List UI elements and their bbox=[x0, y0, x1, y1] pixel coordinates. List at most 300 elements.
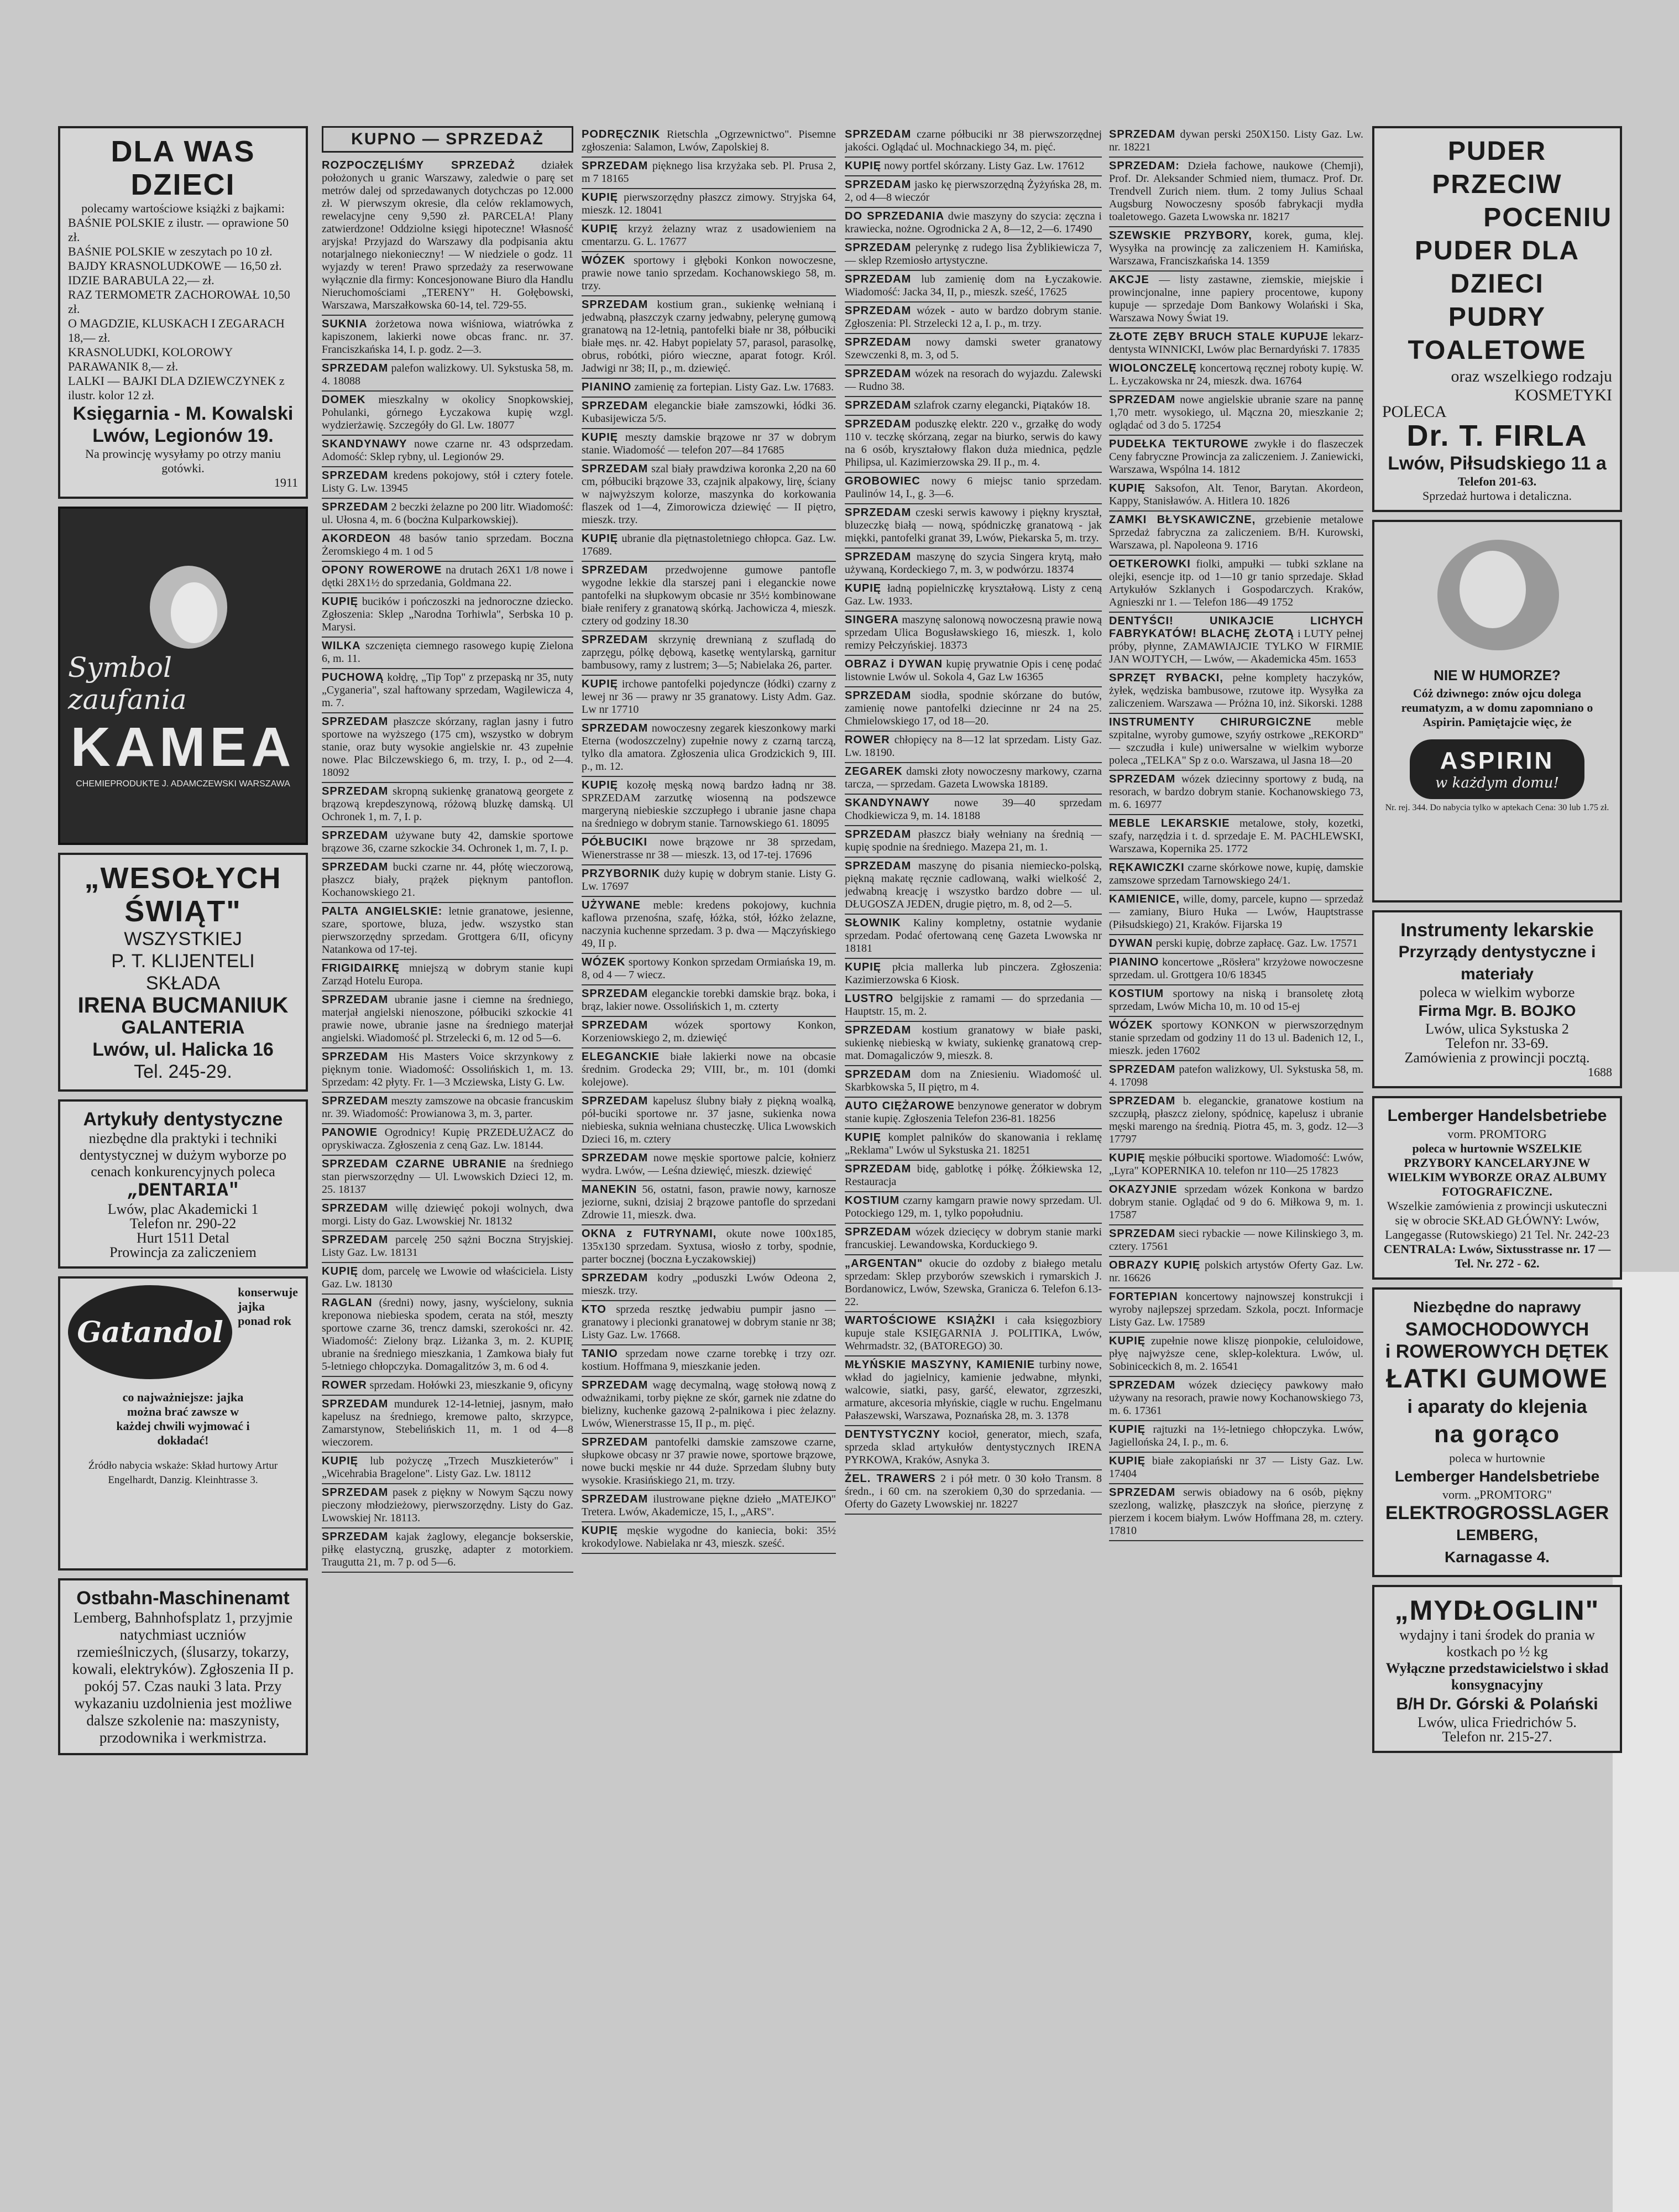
classified-ad-heading: SPRZEDAM bbox=[845, 399, 912, 411]
classified-ad-text: sprzedam. Hołówki 23, mieszkanie 9, oficyny bbox=[369, 1379, 573, 1391]
classified-ad-heading: UŻYWANE bbox=[582, 899, 641, 911]
classified-column-4 bbox=[1109, 126, 1363, 1541]
classified-ad bbox=[582, 834, 836, 865]
ad-list bbox=[582, 126, 836, 1554]
classified-ad-heading: SUKNIA bbox=[322, 318, 368, 330]
classified-ad-heading: KUPIĘ bbox=[322, 1455, 359, 1467]
classified-ad-heading: OETKEROWKI bbox=[1109, 558, 1191, 570]
ad-line: WSZYSTKIEJ bbox=[124, 928, 242, 950]
classified-ad-text: na średniego stan pierwszorzędny — Ul. Lwowskich Dzieci 12, m. 25. 18137 bbox=[322, 1158, 573, 1196]
ad-title: DLA WAS DZIECI bbox=[111, 135, 255, 201]
ad-brand: Gatandol bbox=[68, 1285, 232, 1379]
woman-portrait-icon bbox=[111, 563, 255, 651]
classified-ad-text: koncertowy najnowszej konstrukcji i wyroby najlepszej sprzedam. Szkola, poczt. Informacje Listy Gaz. Lw. 17589 bbox=[1109, 1291, 1363, 1328]
classified-ad-heading: DYWAN bbox=[1109, 937, 1153, 950]
ad-line: Prowincja za zaliczeniem bbox=[109, 1244, 257, 1260]
classified-ad bbox=[1109, 480, 1363, 512]
right-ad-column bbox=[1372, 126, 1622, 1761]
classified-ad bbox=[1109, 1225, 1363, 1257]
classified-ad bbox=[845, 504, 1102, 549]
classified-ad-text: duży kupię w dobrym stanie. Listy G. Lw. 17697 bbox=[582, 868, 836, 893]
classified-ad-text: wille, domy, parcele, kupno — sprzedaż — zamiany, Biuro Huka — Lwów, Hauptstrasse (Piłsudskiego) 21, Kraków. Fijarska 19 bbox=[1109, 893, 1363, 931]
classified-ad bbox=[582, 632, 836, 676]
classified-ad bbox=[582, 398, 836, 429]
classified-ad bbox=[845, 915, 1102, 959]
classified-ad bbox=[845, 1312, 1102, 1357]
ad-item: BAJDY KRASNOLUDKOWE — 16,50 zł. bbox=[68, 259, 282, 273]
classified-ad bbox=[322, 903, 573, 960]
classified-column-2 bbox=[582, 126, 836, 1554]
ad-phone: Telefon nr. 215-27. bbox=[1442, 1729, 1552, 1745]
classified-ad bbox=[582, 461, 836, 530]
classified-ad bbox=[845, 1224, 1102, 1255]
ad-aspirin bbox=[1372, 520, 1622, 902]
classified-ad-heading: KUPIĘ bbox=[322, 596, 359, 608]
classified-ad-heading: SPRZEDAM bbox=[1109, 394, 1176, 406]
classified-ad-text: siodła, spodnie skórzane do butów, zamienię nowe pantofelki dziecinne nr 24 na 25. Chmielowskiego 17, od 18—20. bbox=[845, 690, 1102, 727]
classified-ad-text: pantofelki damskie zamszowe czarne, słupkowe obcasy nr 37 prawie nowe, sportowe brązowe, nowe bucki męskie nr 44 duże. Sprzedam ślubny buty wysokie. Krasińskiego 21, m. trzy. bbox=[582, 1436, 836, 1486]
ad-bojko bbox=[1372, 910, 1622, 1088]
classified-ad-heading: WÓZEK bbox=[582, 254, 626, 267]
classified-ad bbox=[1109, 436, 1363, 480]
classified-ad bbox=[582, 777, 836, 834]
ad-subtitle: polecamy wartościowe książki z bajkami: bbox=[81, 201, 285, 215]
classified-ad-heading: SPRZEDAM bbox=[845, 336, 912, 348]
ad-address: Lwów, ul. Halicka 16 bbox=[92, 1039, 274, 1060]
classified-ad-text: mniejszą w dobrym stanie kupi Zarząd Hotelu Europa. bbox=[322, 962, 573, 987]
ad-line: SAMOCHODOWYCH bbox=[1405, 1319, 1589, 1340]
classified-ad-heading: OKAZYJNIE bbox=[1109, 1183, 1178, 1196]
classified-ad-text: kostium gran., sukienkę wełnianą i jedwabną, płaszczyk czarny jedwabny, pelerynę gumową granatową na 12-letnią, pantofelki białe nr 38, półbuciki białe męs. nr. 42. Habyt popielaty 57, parasol, parasolkę, obrus, robótki, pióro wieczne, aparat fotogr. Król. Jadwigi nr 38; II, p., m. dziewięć. bbox=[582, 299, 836, 374]
ad-subtitle: vorm. PROMTORG bbox=[1447, 1127, 1547, 1141]
classified-ad-text: pierwszorzędny płaszcz zimowy. Stryjska 64, mieszk. 12. 18041 bbox=[582, 191, 836, 216]
classified-ad bbox=[1109, 613, 1363, 670]
classified-ad-heading: KUPIĘ bbox=[582, 533, 619, 545]
classified-ad bbox=[1109, 158, 1363, 227]
classified-ad bbox=[322, 992, 573, 1048]
classified-ad-heading: MANEKIN bbox=[582, 1183, 637, 1196]
classified-ad bbox=[582, 1017, 836, 1048]
classified-ad-text: serwis obiadowy na 6 osób, piękny szezlong, walizkę, płaszczyk na słońce, pierzynę z pierzem i kocem białym. Lwów Hoffmana 28, m. cztery. 17810 bbox=[1109, 1486, 1363, 1537]
classified-ad bbox=[582, 1270, 836, 1301]
ad-name: „DENTARIA" bbox=[126, 1181, 240, 1202]
classified-ad-text: nowy damski sweter granatowy Szewczenki 8, m. 3, od 5. bbox=[845, 336, 1102, 361]
classified-ad-text: belgijskie z ramami — do sprzedania — Hauptstr. 15, m. 2. bbox=[845, 993, 1102, 1018]
classified-ad-heading: SŁOWNIK bbox=[845, 917, 901, 929]
classified-ad bbox=[322, 392, 573, 436]
ad-subtitle: CHEMIEPRODUKTE J. ADAMCZEWSKI WARSZAWA bbox=[76, 779, 290, 789]
ad-line: Karnagasse 4. bbox=[1445, 1548, 1550, 1566]
classified-ad bbox=[1109, 1421, 1363, 1453]
ad-brand: KAMEA bbox=[70, 716, 296, 778]
classified-ad-text: palefon walizkowy. Ul. Sykstuska 58, m. 4. 18088 bbox=[322, 362, 573, 387]
classified-ad-text: ilustrowane piękne dzieło „MATEJKO" Tretera. Lwów, Akademicze, 15, I., „ARS". bbox=[582, 1493, 836, 1518]
classified-ad-text: działek położonych u granic Warszawy, zaledwie o parę set metrów dalej od sprzedawanych dotychczas po 12.000 zł. W pierwszym okresie, dla celów reklamowych, rewelacyjne ceny 9,590 zł. PARCELA! Plany zatwierdzone! Oddziolne księgi hipoteczne! Własność aryjska! Przyjazd do Warszawy dla podpisania aktu notarjalnego niekonieczny! — W niedziele o godz. 11 wyjazdy w teren! Prawo sprzedaży za reserwowane wyłącznie dla firmy: Koncesjonowane Biuro dla Handlu Nieruchomościami „TERENY" H. Gołębowski, Warszawa, Marszałkowska 60-14, tel. 729-55. bbox=[322, 159, 573, 311]
classified-ad bbox=[322, 360, 573, 392]
classified-ad bbox=[582, 1181, 836, 1225]
classified-ad bbox=[845, 334, 1102, 366]
classified-ad-heading: WILKA bbox=[322, 640, 361, 652]
classified-ad-heading: SPRZEDAM bbox=[582, 564, 648, 576]
ad-line: PUDRY TOALETOWE bbox=[1408, 302, 1587, 365]
classified-ad bbox=[845, 1066, 1102, 1098]
classified-ad-heading: SPRZEDAM bbox=[322, 1531, 389, 1543]
classified-ad-text: sprzeda resztkę jedwabiu pumpir jasno — granatowy i plecionki granatowej w dobrym stanie nr 38; Listy Gaz. Lw. 17668. bbox=[582, 1303, 836, 1341]
classified-ad bbox=[322, 1048, 573, 1093]
classified-ad-text: nowe angielskie ubranie szare na pannę 1,70 metr. wysokiego, ul. Mączna 20, mieszkanie 2; oglądać od 3 do 5. 17254 bbox=[1109, 394, 1363, 431]
ad-mydloglin bbox=[1372, 1585, 1622, 1753]
classified-ad-text: przedwojenne gumowe pantofle wygodne lekkie dla starszej pani i eleganckie nowe pantofelki na słupkowym obcasie nr 35½ kombinowane białe renifery z granatową skórką. Jachowicza 4, mieszk. cztery od godziny 18.30 bbox=[582, 564, 836, 627]
classified-ad-text: 2 i pół metr. 0 30 koło Transm. 8 średn., i 60 cm. na szerokiem 0,30 do sprzedania. — Oferty do Gazety Lwowskiej nr. 18227 bbox=[845, 1473, 1102, 1510]
classified-ad-text: kocioł, generator, miech, szafa, sprzeda sklad artykułów dentystycznych IRENA PYRKOWA, Kraków, Asnyka 3. bbox=[845, 1428, 1102, 1466]
classified-ad bbox=[845, 208, 1102, 239]
classified-ad-heading: WÓZEK bbox=[1109, 1019, 1153, 1031]
classified-ad bbox=[1109, 227, 1363, 272]
section-header: KUPNO — SPRZEDAŻ bbox=[322, 126, 573, 153]
classified-ad-heading: PUDEŁKA TEKTUROWE bbox=[1109, 438, 1249, 450]
classified-ad bbox=[845, 858, 1102, 915]
classified-ad-heading: KUPIĘ bbox=[1109, 1455, 1146, 1467]
classified-ad-text: kołdrę, „Tip Top" z przepaską nr 35, nuty „Cyganeria", szal haftowany sprzedam, Wagilewicza 4, m. 7. bbox=[322, 671, 573, 709]
classified-ad bbox=[582, 1434, 836, 1491]
classified-ad-text: grzebienie metalowe Sprzedaż fabryczna za zaliczeniem. B/H. Kurowski, Warszawa, pl. Napoleona 9. 1716 bbox=[1109, 514, 1363, 551]
classified-ad-text: dom, parcelę we Lwowie od właściciela. Listy Gaz. Lw. 18130 bbox=[322, 1265, 573, 1290]
classified-ad-heading: KAMIENICE, bbox=[1109, 893, 1180, 905]
classified-ad-text: czarny kamgarn prawie nowy sprzedam. Ul. Potockiego 129, m. 1, tylko popołudniu. bbox=[845, 1194, 1102, 1219]
classified-ad-text: nowe 39—40 sprzedam Chodkiewicza 9, m. 14. 18188 bbox=[845, 797, 1102, 822]
ad-brand: ASPIRIN bbox=[1440, 747, 1555, 774]
classified-ad-text: okucie do ozdoby z białego metalu sprzedam: Sklep przyborów szewskich i rymarskich J. Bordanowicz, Lwów, Szewska, Granicza 6. Telefon 6.13-22. bbox=[845, 1258, 1102, 1308]
classified-ad-text: wagę decymalną, wagę stołową nową z odważnikami, torby piękne ze skór, garnek nie zdatne do bielizny, kuchenke gazową 2-palnikowa i piec żelazny. Lwów, Wienerstrasse 15, II p., m. pięć. bbox=[582, 1379, 836, 1430]
classified-ad-text: pełne komplety haczyków, żyłek, wędziska bambusowe, rzutowe itp. Wysyłka za zaliczeniem. Warszawa — Próżna 10, inż. Sikorski. 1288 bbox=[1109, 672, 1363, 709]
classified-ad-text: 2 beczki żelazne po 200 litr. Wiadomość: ul. Ułosna 4, m. 6 (bocżna Kulparkowskiej). bbox=[322, 501, 573, 526]
classified-ad-text: ubranie jasne i ciemne na średniego, materjał angielski nienoszone, półbuciki szkockie 41 prawie nowe, ubranie jasne na średniego materjał angielski. Wiadomość pl. Strzelecki 6, m. 12 od 5—6. bbox=[322, 994, 573, 1044]
ad-body: poleca w wielkim wyborze bbox=[1419, 984, 1575, 1000]
classified-ad-text: patefon walizkowy, Ul. Sykstuska 58, m. 4. 17098 bbox=[1109, 1063, 1363, 1088]
classified-ad-text: benzynowe generator w dobrym stanie kupię. Zgłoszenia Telefon 236-81. 18256 bbox=[845, 1100, 1102, 1125]
classified-ad-heading: SPRZEDAM bbox=[582, 634, 648, 646]
classified-ad bbox=[1109, 360, 1363, 392]
ad-line: Niezbędne do naprawy bbox=[1413, 1298, 1581, 1316]
classified-ad-text: wózek - auto w bardzo dobrym stanie. Zgłoszenia: Pl. Strzelecki 12 a, I. p., m. trzy. bbox=[845, 305, 1102, 330]
classified-ad-text: nowoczesny zegarek kieszonkowy marki Eterna (wodoszczelny) zupełnie nowy z czarną tarczą, tylko dla amatora. Zgłoszenia ulica Grodzickich 9, III. p., m. 12. bbox=[582, 722, 836, 773]
classified-ad-text: nowe brązowe nr 38 sprzedam, Wienerstrasse nr 38 — mieszk. 13, od 17-tej. 17696 bbox=[582, 836, 836, 861]
classified-ad-heading: SPRZEDAM bbox=[845, 1163, 912, 1175]
classified-ad-heading: SPRZEDAM bbox=[845, 273, 912, 285]
classified-ad-heading: SPRZEDAM bbox=[322, 830, 389, 842]
classified-ad bbox=[845, 1357, 1102, 1426]
classified-ad bbox=[582, 530, 836, 562]
classified-ad-heading: SINGERA bbox=[845, 614, 899, 626]
classified-ad-heading: KUPIĘ bbox=[582, 779, 619, 791]
classified-ad-heading: SPRZEDAM bbox=[1109, 1486, 1176, 1499]
classified-ad-text: meble: kredens pokojowy, kuchnia kaflowa przenośna, szafę, łóżka, stół, łóżko żelazne, naczynia kuchenne sprzedam. 3 p. dwa — Mączyńskiego 49, II p. bbox=[582, 899, 836, 950]
classified-ad bbox=[322, 827, 573, 859]
classified-ad bbox=[845, 239, 1102, 271]
classified-ad-heading: RAGLAN bbox=[322, 1297, 373, 1309]
classified-ad-heading: ROZPOCZĘLIŚMY SPRZEDAŻ bbox=[322, 159, 515, 171]
classified-ad-heading: OKNA z FUTRYNAMI, bbox=[582, 1228, 717, 1240]
ad-title: ŚWIĄT" bbox=[124, 895, 242, 928]
classified-ad bbox=[1109, 670, 1363, 714]
ad-line: oraz wszelkiego rodzaju KOSMETYKI bbox=[1451, 367, 1612, 404]
classified-ad-text: nowy 6 miejsc tanio sprzedam. Paulinów 14, I., g. 3—6. bbox=[845, 475, 1102, 500]
classified-ad-text: kredens pokojowy, stół i cztery fotele. Listy G. Lw. 13945 bbox=[322, 469, 573, 494]
classified-ad bbox=[322, 859, 573, 903]
classified-ad-heading: PIANINO bbox=[582, 381, 632, 393]
classified-ad bbox=[582, 1491, 836, 1522]
ad-body: Wszelkie zamówienia z prowincji uskuteczni się w obrocie SKŁAD GŁÓWNY: Lwów, Langegasse (Rutowskiego) 21 Tel. Nr. 242-23 bbox=[1385, 1199, 1609, 1241]
classified-ad bbox=[1109, 512, 1363, 556]
classified-ad-heading: SPRZEDAM bbox=[322, 501, 389, 513]
classified-ad-heading: PÓŁBUCIKI bbox=[582, 836, 647, 848]
classified-ad-text: fiolki, ampułki — tubki szklane na olejki, esencje itp. od 1—10 gr tanio sprzedaje. Skład Artykułów Szklanych i Gospodarczych. Kraków, Agnieszki nr 1. — Telefon 186—49 1752 bbox=[1109, 558, 1363, 608]
classified-ad-text: męskie wygodne do kaniecia, boki: 35½ krokodylowe. Nabielaka nr 43, mieszk. sześć. bbox=[582, 1525, 836, 1550]
ad-address: Lwów, ulica Friedrichów 5. bbox=[1418, 1714, 1577, 1730]
classified-ad-heading: KUPIĘ bbox=[1109, 1152, 1146, 1164]
classified-ad-text: dywan perski 250X150. Listy Gaz. Lw. nr. 18221 bbox=[1109, 128, 1363, 153]
classified-ad bbox=[582, 720, 836, 777]
classified-ad bbox=[845, 366, 1102, 397]
classified-ad-text: pięknego lisa krzyżaka seb. Pl. Prusa 2, m 7 18165 bbox=[582, 160, 836, 185]
ad-question: NIE W HUMORZE? bbox=[1434, 667, 1561, 684]
ad-body: wydajny i tani środek do prania w kostkach po ½ kg bbox=[1399, 1627, 1595, 1660]
classified-ad bbox=[582, 954, 836, 985]
classified-ad-text: — listy zastawne, ziemskie, miejskie i prowincjonalne, inne papiery procentowe, kupony kupuje — sprzedaje Dom Bankowy Wolański i Ska, Warszawa Nowy Świat 19. bbox=[1109, 274, 1363, 324]
classified-ad bbox=[322, 1396, 573, 1453]
classified-ad-text: 56, ostatni, fason, prawie nowy, karnosze jeziorne, sukni, dzisiaj 2 brązowe pantofle do sprzedani Zdrowie 11, mieszk. dwa. bbox=[582, 1183, 836, 1221]
classified-ad bbox=[845, 473, 1102, 504]
classified-ad-text: bidę, gablotkę i półkę. Żółkiewska 12, Restauracja bbox=[845, 1163, 1102, 1188]
classified-ad-heading: SPRZEDAM bbox=[582, 400, 648, 412]
ad-line: Hurt 1511 Detal bbox=[137, 1230, 229, 1246]
classified-ad bbox=[845, 1022, 1102, 1066]
classified-ad-heading: SKANDYNAWY bbox=[845, 797, 930, 809]
classified-ad bbox=[1109, 1453, 1363, 1484]
classified-ad-text: wózek dziecięcy w dobrym stanie marki francuskiej. Lewandowska, Korduckiego 9. bbox=[845, 1226, 1102, 1251]
classified-ad-heading: KUPIĘ bbox=[582, 1525, 619, 1537]
classified-ad bbox=[322, 1484, 573, 1528]
ad-item: RAZ TERMOMETR ZACHOROWAŁ 10,50 zł. bbox=[68, 288, 290, 316]
torn-edge bbox=[1613, 1272, 1679, 2212]
classified-ad-heading: SPRZEDAM bbox=[322, 1486, 389, 1499]
classified-ad bbox=[582, 296, 836, 379]
classified-ad-heading: SZEWSKIE PRZYBORY, bbox=[1109, 229, 1252, 242]
classified-ad-text: sprzedam wózek Konkona w bardzo dobrym stanie. Oglądać od 9 do 6. Miłkowa 9, m. 1. 17587 bbox=[1109, 1183, 1363, 1221]
classified-ad bbox=[845, 656, 1102, 687]
classified-ad bbox=[845, 959, 1102, 990]
classified-ad-text: lekarz-dentysta WINNICKI, Lwów plac Bernardyński 7. 17835 bbox=[1109, 331, 1363, 356]
ad-line: P. T. KLIJENTELI bbox=[111, 951, 255, 972]
classified-ad-text: białe lakierki nowe na obcasie średnim. Grodecka 29; VIII, br., m. 101 (domki kolejowe). bbox=[582, 1051, 836, 1088]
ad-promtorg-stationery bbox=[1372, 1096, 1622, 1280]
classified-ad bbox=[582, 676, 836, 720]
classified-ad-text: ubranie dla piętnastoletniego chłopca. Gaz. Lw. 17689. bbox=[582, 533, 836, 557]
classified-ad bbox=[322, 1377, 573, 1396]
classified-ad-heading: SPRZEDAM bbox=[845, 242, 912, 254]
classified-ad-text: na drutach 26X1 1/8 nowe i dętki 28X1½ do sprzedania, Goldmana 22. bbox=[322, 564, 573, 589]
classified-ad-heading: KUPIĘ bbox=[845, 160, 882, 172]
classified-ad bbox=[1109, 771, 1363, 815]
classified-ad-text: maszynę do pisania niemiecko-polską, piękną makatę ręcznie cadlowaną, wałki wielkość 2, jedwabną kreację i wszystko bardzo dobre — ul. DŁUGOSZA JEDEN, drugie piętro, m. 8, od 2—5. bbox=[845, 860, 1102, 910]
classified-ad-heading: KUPIĘ bbox=[322, 1265, 359, 1277]
classified-ad bbox=[1109, 1093, 1363, 1150]
classified-ad bbox=[322, 1295, 573, 1377]
ad-kamea bbox=[58, 507, 308, 845]
classified-ad-text: maszynę do szycia Singera krytą, mało używaną, Kordeckiego 7, m. 3, w podwórzu. 18374 bbox=[845, 551, 1102, 576]
classified-ad-heading: WIOLONCZELĘ bbox=[1109, 362, 1197, 374]
classified-ad-heading: KOSTIUM bbox=[1109, 988, 1164, 1000]
classified-ad-text: sieci rybackie — nowe Kilinskiego 3, m. cztery. 17561 bbox=[1109, 1228, 1363, 1253]
classified-ad-heading: SPRZEDAM bbox=[845, 551, 912, 563]
classified-ad bbox=[322, 1263, 573, 1295]
classified-ad-heading: KUPIĘ bbox=[1109, 482, 1146, 494]
classified-ad bbox=[322, 499, 573, 530]
classified-ad-text: nowe czarne nr. 43 odsprzedam. Adomość: Sklep rybny, ul. Legionów 29. bbox=[322, 438, 573, 463]
classified-ad-text: sportowy i głęboki Konkon nowoczesne, prawie nowe tanio sprzedam. Kochanowskiego 58, m. trzy. bbox=[582, 254, 836, 292]
classified-ad bbox=[845, 990, 1102, 1022]
classified-ad-text: rajtuzki na 1½-letniego chłopczyka. Lwów, Jagiellońska 24, I. p., m. 6. bbox=[1109, 1423, 1363, 1448]
ad-gatandol bbox=[58, 1276, 308, 1571]
classified-ad bbox=[845, 1470, 1102, 1515]
ad-note: Na prowincję wysyłamy po otrzy maniu gotówki. bbox=[85, 447, 281, 475]
classified-ad-text: i cała księgozbiory kupuje stale KSIĘGARNIA J. POLITIKA, Lwów, Wehrmadstr. 32, (BATOREGO) 30. bbox=[845, 1314, 1102, 1352]
ad-phone: Telefon nr. 290-22 bbox=[129, 1215, 237, 1232]
ad-item: BAŚNIE POLSKIE w zeszytach po 10 zł. bbox=[68, 244, 273, 258]
ad-body: poleca w hurtownie WSZELKIE PRZYBORY KANCELARYJNE W WIELKIM WYBORZE ORAZ ALBUMY FOTOGRAFICZNE. bbox=[1387, 1141, 1607, 1198]
left-ad-column bbox=[58, 126, 308, 1763]
classified-ad-text: komplet palników do skanowania i reklamę „Reklama" Lwów ul Sykstuska 21. 18251 bbox=[845, 1131, 1102, 1156]
classified-ad-text: b. eleganckie, granatowe kostium na szczupłą, płaszcz zielony, spódnicę, kapelusz i ubranie męski marengo na średnią. Piotra 45, m. 3, godz. 12—3 17797 bbox=[1109, 1095, 1363, 1145]
classified-ad-heading: SPRZEDAM bbox=[582, 1493, 648, 1505]
ad-name: B/H Dr. Górski & Polański bbox=[1396, 1695, 1598, 1713]
classified-ad-heading: SPRZEDAM bbox=[845, 368, 912, 380]
classified-ad bbox=[582, 985, 836, 1017]
classified-ad-heading: SPRZEDAM: bbox=[1109, 160, 1180, 172]
classified-ad-heading: AUTO CIĘŻAROWE bbox=[845, 1100, 955, 1112]
classified-ad-heading: TANIO bbox=[582, 1348, 618, 1360]
classified-ad bbox=[845, 1192, 1102, 1224]
ad-body: Cóż dziwnego: znów ojcu dolega reumatyzm, a w domu zapomniano o Aspirin. Pamiętajcie więc, że bbox=[1401, 686, 1593, 729]
classified-ad-text: polskich artystów Oferty Gaz. Lw. nr. 16626 bbox=[1109, 1259, 1363, 1284]
ad-line: na gorąco bbox=[1434, 1421, 1561, 1448]
ad-phone: Telefon nr. 33-69. bbox=[1446, 1035, 1549, 1051]
classified-ad-text: koncertową ręcznej roboty kupię. W. L. Łyczakowska nr 24, mieszk. dwa. 16764 bbox=[1109, 362, 1363, 387]
classified-ad-heading: DOMEK bbox=[322, 394, 366, 406]
classified-ad-text: kozołę męską nową bardzo ładną nr 38. SPRZEDAM zarzutkę wiosenną na podszewce margeryną niebieskie szczupłego i ubranie jasne chapa na średniego w dobrym stanie. Tarnowskiego 61. 18095 bbox=[582, 779, 836, 830]
classified-ad-text: krzyż żelazny wraz z usadowieniem na cmentarzu. G. L. 17677 bbox=[582, 223, 836, 248]
classified-ad bbox=[845, 549, 1102, 580]
classified-ad-heading: SPRZEDAM bbox=[845, 507, 912, 519]
classified-ad-text: mieszkalny w okolicy Snopkowskiej, Pohulanki, górnego Łyczakowa kupię wzgl. wydzierżawię. Szczegóły do Gl. Lw. 18077 bbox=[322, 394, 573, 431]
classified-ad-heading: SPRZEDAM CZARNE UBRANIE bbox=[322, 1158, 507, 1170]
classified-ad-heading: WARTOŚCIOWE KSIĄŻKI bbox=[845, 1314, 996, 1327]
classified-ad-heading: SPRZEDAM bbox=[845, 690, 912, 702]
aspirin-badge bbox=[1410, 739, 1584, 799]
classified-ad bbox=[322, 960, 573, 992]
classified-ad-text: żorżetowa nowa wiśniowa, wiatrówka z kapiszonem, lakierki nowe obcas franc. nr. 37. Franciszkańska 14, I. p. godz. 2—3. bbox=[322, 318, 573, 356]
ad-item: KRASNOLUDKI, KOLOROWY PARAWANIK 8,— zł. bbox=[68, 345, 233, 373]
classified-ad-heading: SPRZEDAM bbox=[845, 1024, 912, 1036]
ad-list bbox=[845, 126, 1102, 1515]
ad-line: poleca w hurtownie bbox=[1449, 1451, 1545, 1465]
classified-ad bbox=[1109, 1181, 1363, 1225]
classified-ad bbox=[1109, 859, 1363, 891]
classified-ad-heading: SPRZEDAM bbox=[1109, 773, 1176, 785]
classified-ad bbox=[582, 1345, 836, 1377]
classified-ad-text: metalowe, stoły, kozetki, szafy, narzędzia i t. d. sprzedaje E. M. PACHLEWSKI, Warszawa, Kopernika 25. 1772 bbox=[1109, 817, 1363, 855]
classified-ad-heading: „ARGENTAN" bbox=[845, 1258, 923, 1270]
classified-ad-text: Kaliny kompletny, ostatnie wydanie sprzedam. Podać ofertowaną cenę Gazeta Lwowska nr 18181 bbox=[845, 917, 1102, 954]
classified-ad-heading: KUPIĘ bbox=[1109, 1423, 1146, 1436]
classified-ad-text: meszty damskie brązowe nr 37 w dobrym stanie. Wiadomość — telefon 207—84 17685 bbox=[582, 431, 836, 456]
ad-item: BAŚNIE POLSKIE z ilustr. — oprawione 50 zł. bbox=[68, 216, 289, 244]
classified-ad-heading: MŁYŃSKIE MASZYNY, KAMIENIE bbox=[845, 1359, 1035, 1371]
classified-ad-heading: SPRZEDAM bbox=[845, 828, 912, 841]
classified-ad bbox=[322, 467, 573, 499]
classified-ad-text: maszynę salonową nowoczesną prawie nową sprzedam Ulica Bogusławskiego 16, mieszk. 1, kolo remizy Pełczyńskiej. 18373 bbox=[845, 614, 1102, 651]
ad-shop: Księgarnia - M. Kowalski bbox=[72, 403, 294, 424]
classified-ad bbox=[845, 158, 1102, 176]
classified-ad-text: zamienię za fortepian. Listy Gaz. Lw. 17683. bbox=[634, 381, 834, 393]
classified-ad bbox=[1109, 935, 1363, 954]
classified-ad-text: koncertowe „Rösłera" krzyżowe nowoczesne sprzedam. ul. Grottgera 10/6 18345 bbox=[1109, 956, 1363, 981]
ad-body: Wyłączne przedstawicielstwo i skład konsygnacyjny bbox=[1385, 1660, 1609, 1693]
classified-ad bbox=[1109, 556, 1363, 613]
classified-ad-text: czeski serwis kawowy i piękny kryształ, bluzeczkę białą — nową, spódniczkę granatową - jak miękki, pantofelki granat 39, Lwów, Piekarska 5, m. trzy. bbox=[845, 507, 1102, 544]
classified-ad bbox=[582, 158, 836, 189]
classified-ad-text: czarne skórkowe nowe, kupię, damskie zamszowe sprzedam Tarnowskiego 24/1. bbox=[1109, 862, 1363, 886]
classified-ad bbox=[582, 429, 836, 461]
classified-ad-heading: SPRZEDAM bbox=[322, 362, 389, 374]
classified-ad-heading: KUPIĘ bbox=[582, 431, 619, 444]
ad-title: Ostbahn-Maschinenamt bbox=[76, 1588, 290, 1609]
classified-ad-text: kajak żaglowy, elegancje bokserskie, piłkę elastyczną, gruszkę, adapter z motorkiem. Traugutta 21, m. 7 p. od 5—6. bbox=[322, 1531, 573, 1568]
classified-ad-text: sportowy KONKON w pierwszorzędnym stanie sprzedam od godziny 11 do 13 ul. Badenich 12, I., mieszk. jeden 17602 bbox=[1109, 1019, 1363, 1057]
classified-ad-text: kupię prywatnie Opis i cenę podać listownie Lwów ul. Sokola 4, Gaz Lw 16365 bbox=[845, 658, 1102, 683]
classified-ad-heading: SPRZEDAM bbox=[322, 469, 389, 482]
classified-ad-text: skropną sukienkę granatową georgete z brązową krepdeszynową, różową bluzkę damską. Ul Ochronek 1, m. 7, I. p. bbox=[322, 785, 573, 823]
ad-title: „WESOŁYCH bbox=[84, 862, 282, 895]
classified-ad-heading: SPRZEDAM bbox=[582, 463, 648, 475]
classified-ad bbox=[322, 1453, 573, 1484]
classified-ad-text: dwie maszyny do szycia: zęczna i krawiecka, nożne. Ogrodnicka 2 A, 8—12, 2—6. 17490 bbox=[845, 210, 1102, 235]
classified-ad bbox=[1109, 891, 1363, 935]
classified-ad-text: szal biały prawdziwa koronka 2,20 na 60 cm, półbuciki brązowe 33, czajnik alpakowy, lirę, ściany w najwyższym kolorze, maszynka do korkowania flaszek od 1—4, Zimorowicza dziewięć — II piętro, mieszk. trzy. bbox=[582, 463, 836, 526]
classified-ad-text: sportowy Konkon sprzedam Ormiańska 19, m. 8, od 4 — 7 wiecz. bbox=[582, 956, 836, 981]
ad-item: LALKI — BAJKI DLA DZIEWCZYNEK z ilustr. kolor 12 zł. bbox=[68, 374, 285, 402]
classified-ad bbox=[322, 593, 573, 638]
classified-ad bbox=[582, 1093, 836, 1150]
classified-ad bbox=[845, 826, 1102, 858]
classified-ad bbox=[1109, 985, 1363, 1017]
classified-ad-heading: SPRZEDAM bbox=[845, 860, 912, 872]
ad-address: Lwów, ulica Sykstuska 2 bbox=[1425, 1021, 1569, 1037]
classified-ad-text: i LUTY pełnej próby, płynne, ZAMAWIAJCIE TYLKO W FIRMIE JAN WOJTYCH, — Lwów, — Akademicka 45m. 1653 bbox=[1109, 628, 1363, 665]
classified-ad bbox=[845, 397, 1102, 416]
classified-ad bbox=[1109, 272, 1363, 328]
classified-ad-heading: SPRZEDAM bbox=[322, 1202, 389, 1214]
classified-ad-heading: SPRZEDAM bbox=[582, 988, 648, 1000]
classified-ad-heading: ZAMKI BŁYSKAWICZNE, bbox=[1109, 514, 1256, 526]
ad-address: Lwów, plac Akademicki 1 bbox=[107, 1201, 259, 1217]
ad-list bbox=[322, 157, 573, 1573]
classified-ad bbox=[582, 1301, 836, 1345]
classified-ad-text: używane buty 42, damskie sportowe brązowe 36, czarne szkockie 34. Ochronek 1, m. 7, I. p. bbox=[322, 830, 573, 854]
classified-ad bbox=[1109, 1257, 1363, 1288]
classified-ad-text: białe zakopiański nr 37 — Listy Gaz. Lw. 17404 bbox=[1109, 1455, 1363, 1480]
classified-ad-text: zwykłe i do flaszeczek Ceny fabryczne Prowincja za zaliczeniem. J. Zaniewicki, Warszawa, Wspólna 14. 1812 bbox=[1109, 438, 1363, 476]
